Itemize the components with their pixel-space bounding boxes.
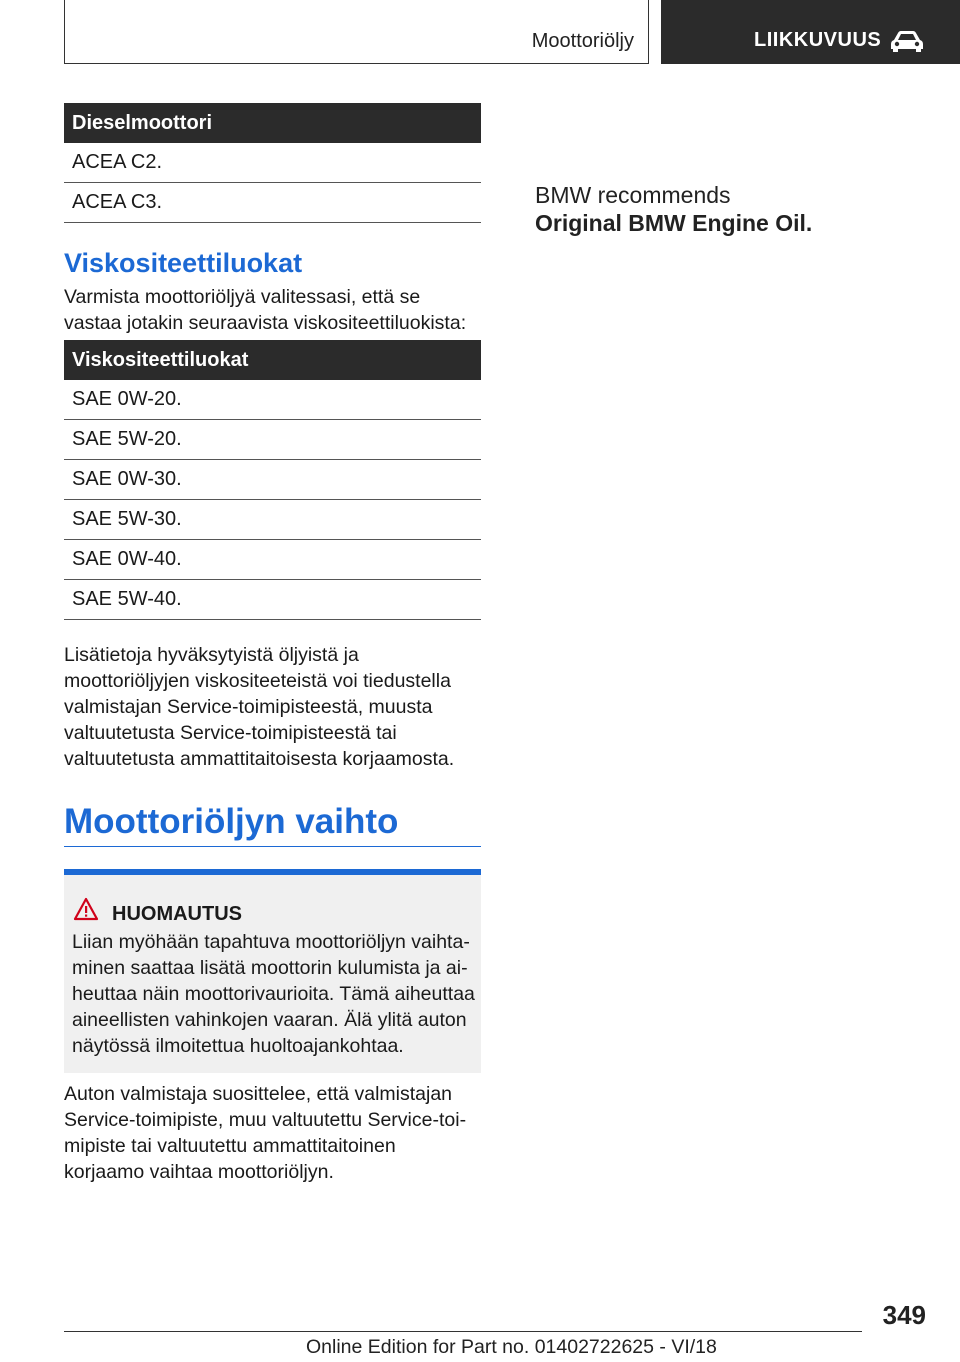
- table-cell: SAE 0W-20.: [64, 380, 481, 420]
- chapter-tab: [661, 0, 960, 64]
- table-cell: SAE 0W-40.: [64, 540, 481, 580]
- table-row: [64, 460, 481, 500]
- diesel-table: [64, 103, 481, 223]
- table-cell: ACEA C3.: [64, 183, 481, 223]
- table-cell: SAE 0W-30.: [64, 460, 481, 500]
- table-row: [64, 540, 481, 580]
- warning-triangle-icon: [73, 897, 99, 921]
- viscosity-intro-block: [64, 284, 481, 336]
- viscosity-table: [64, 340, 481, 620]
- bmw-recommends-line1: BMW recommends: [535, 182, 731, 208]
- chapter-title: LIIKKUVUUS: [754, 29, 882, 51]
- viscosity-intro: Varmista moottoriöljyä valitessasi, että se vastaa jotakin seuraavista viskositeettiluokista:: [64, 286, 467, 334]
- diesel-table-header: Dieselmoottori: [64, 103, 481, 143]
- title-divider: [64, 846, 481, 847]
- section-title: Moottoriöljy: [531, 30, 634, 52]
- header-section-box: [64, 0, 649, 64]
- table-cell: SAE 5W-40.: [64, 580, 481, 620]
- table-row: [64, 143, 481, 183]
- table-cell: ACEA C2.: [64, 143, 481, 183]
- viscosity-heading: Viskositeettiluokat: [64, 248, 303, 278]
- table-row: [64, 580, 481, 620]
- more-info-text: Lisätietoja hyväksytyistä öljyistä ja moottoriöljyjen viskositeeteistä voi tiedustella valmistajan Service-toimipisteestä, muusta valtuutetusta Service-toimipisteestä tai valtuutetusta ammattitaitoisesta korjaamosta.: [64, 644, 455, 770]
- diesel-table-block: [64, 103, 481, 223]
- oil-change-title: Moottoriöljyn vaihto: [64, 802, 399, 841]
- notice-box: [64, 869, 481, 1073]
- oil-change-body-block: [64, 1081, 481, 1185]
- bmw-recommends-logo: [535, 182, 812, 237]
- page-number: 349: [882, 1300, 926, 1330]
- footer-divider: [64, 1331, 862, 1332]
- table-cell: SAE 5W-30.: [64, 500, 481, 540]
- table-row: [64, 183, 481, 223]
- footer-text: Online Edition for Part no. 01402722625 - VI/18: [306, 1336, 717, 1358]
- table-row: [64, 380, 481, 420]
- car-icon: [890, 30, 924, 52]
- table-row: [64, 500, 481, 540]
- table-cell: SAE 5W-20.: [64, 420, 481, 460]
- oil-change-body: Auton valmistaja suosittelee, että valmistajan Service-toimipiste, muu valtuutettu Service-toimipiste tai valtuutettu ammattitaitoinen korjaamo vaihtaa moottoriöljyn.: [64, 1083, 467, 1183]
- viscosity-table-block: [64, 340, 481, 620]
- notice-heading: HUOMAUTUS: [112, 903, 242, 925]
- bmw-recommends-line2: Original BMW Engine Oil.: [535, 210, 813, 236]
- table-row: [64, 420, 481, 460]
- viscosity-table-header: Viskositeettiluokat: [64, 340, 481, 380]
- notice-text: Liian myöhään tapahtuva moottoriöljyn vaihtaminen saattaa lisätä moottorin kulumista ja aiheuttaa näin moottorivaurioita. Tämä aiheuttaa aineellisten vahinkojen vaaran. Älä ylitä auton näytössä ilmoitettua huoltoajankohtaa.: [72, 931, 475, 1057]
- more-info-block: [64, 642, 481, 772]
